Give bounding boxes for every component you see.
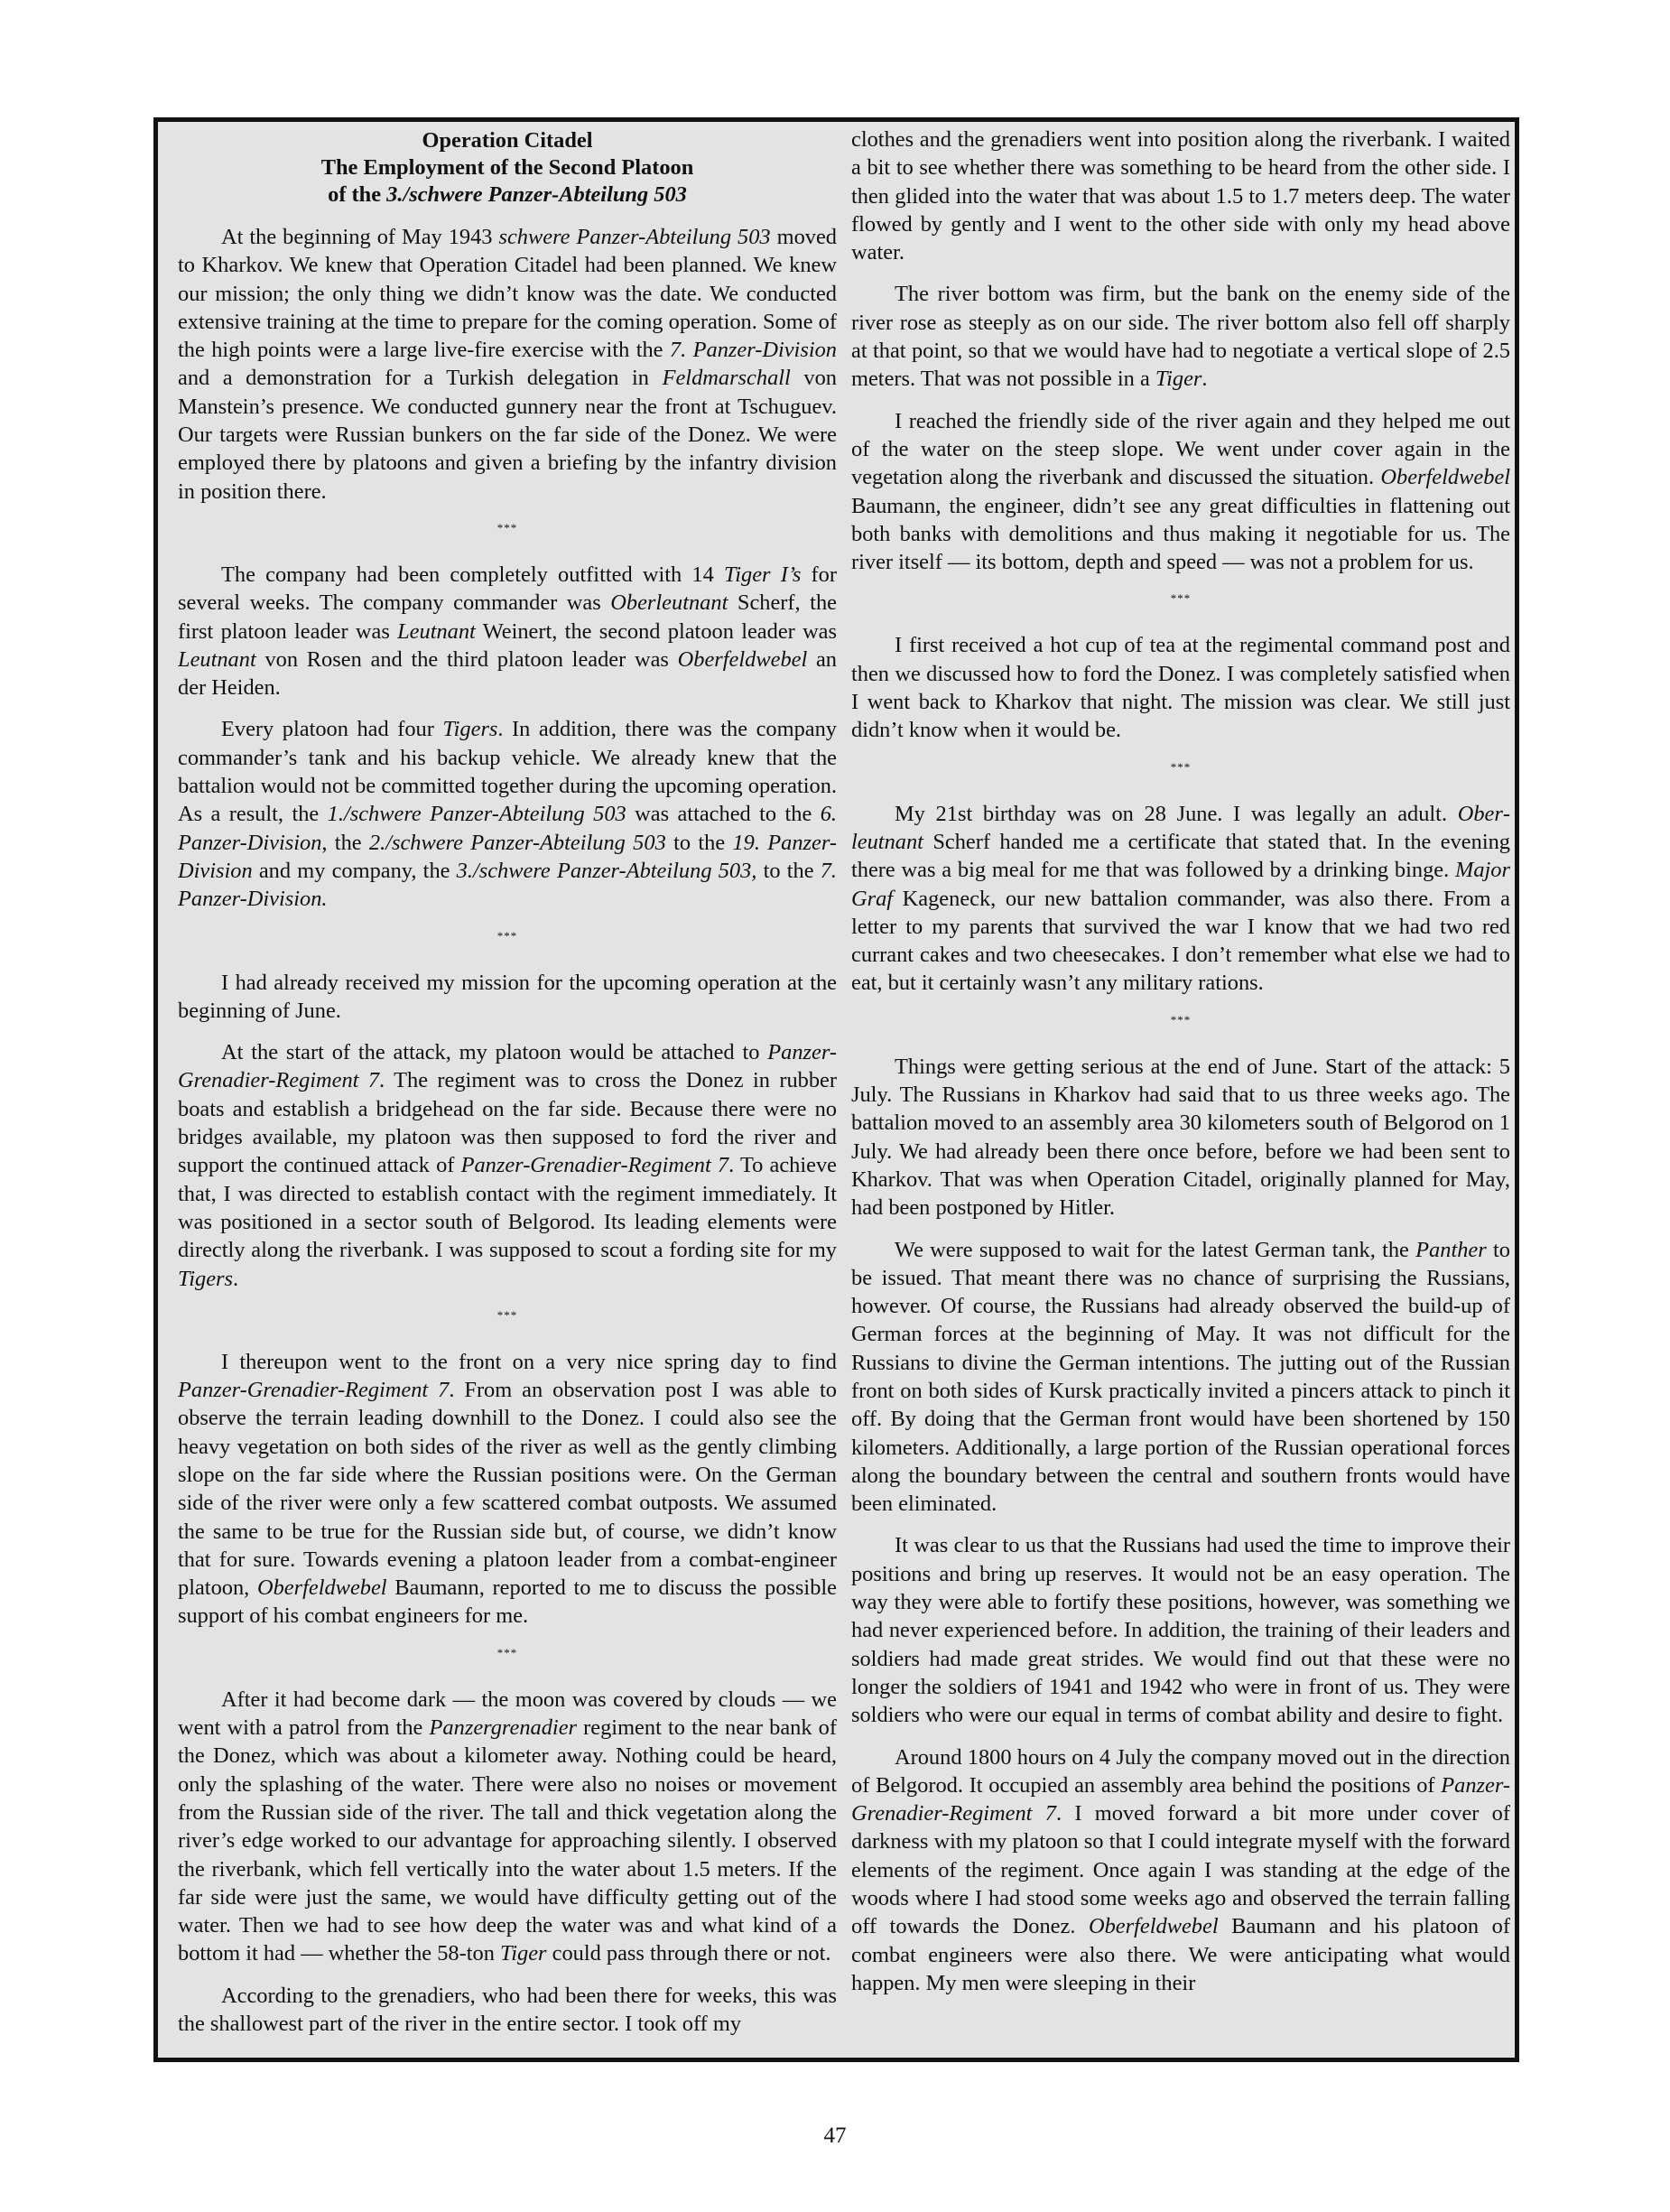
section-separator: *** <box>496 520 518 534</box>
section-separator: *** <box>1170 1012 1192 1027</box>
paragraph: At the start of the attack, my platoon would be attached to Panzer-Grenadier-Regiment 7. The regiment was to cross the Donez in rubber boats and establish a bridgehead on the far side. Because there were no bridges available, my platoon was then supposed to ford the river and support the continued attack of Panzer-Grenadier-Regiment 7. To achieve that, I was directed to establish contact with the regiment immediately. It was positioned in a sector south of Belgorod. Its leading elements were directly along the riverbank. I was supposed to scout a fording site for my Tigers. <box>178 1040 837 1291</box>
paragraph: At the beginning of May 1943 schwere Panzer-Abteilung 503 moved to Kharkov. We knew that Operation Citadel had been planned. We knew our mission; the only thing we didn’t know was the date. We conducted extensive training at the time to prepare for the coming operation. Some of the high points were a large live-fire exercise with the 7. Panzer-Division and a demonstration for a Turkish delegation in Feldmarschall von Manstein’s presence. We conducted gunnery near the front at Tschuguev. Our targets were Russian bunkers on the far side of the Donez. We were employed there by platoons and given a briefing by the infantry division in position there. <box>178 225 837 504</box>
title-line-2: The Employment of the Second Platoon <box>320 155 694 180</box>
section-separator: *** <box>496 1307 518 1322</box>
content-frame <box>153 117 1519 2062</box>
section-separator: *** <box>496 1645 518 1659</box>
paragraph: The river bottom was firm, but the bank on the enemy side of the river rose as steeply as on our side. The river bottom also fell off sharply at that point, so that we would have had to negotiate a vertical slope of 2.5 meters. That was not possible in a Tiger. <box>851 282 1510 392</box>
paragraph: Around 1800 hours on 4 July the company moved out in the direction of Belgorod. It occupied an assembly area behind the positions of Panzer-Grenadier-Regiment 7. I moved forward a bit more under cover of darkness with my platoon so that I could integrate myself with the forward elements of the regiment. Once again I was standing at the edge of the woods where I had stood some weeks ago and observed the terrain falling off towards the Donez. Oberfeldwebel Baumann and his platoon of combat engineers were also there. We were anticipating what would happen. My men were sleeping in their <box>851 1744 1510 1995</box>
title-line-1: Operation Citadel <box>422 128 593 153</box>
page-number: 47 <box>823 2124 847 2148</box>
paragraph: According to the grenadiers, who had been there for weeks, this was the shallowest part of the river in the entire sector. I took off my <box>178 1983 837 2037</box>
paragraph: I first received a hot cup of tea at the regimental command post and then we discussed how to ford the Donez. I was completely satisfied when I went back to Kharkov that night. The mission was clear. We still just didn’t know when it would be. <box>851 633 1510 743</box>
paragraph: After it had become dark — the moon was covered by clouds — we went with a patrol from the Panzergrenadier regiment to the near bank of the Donez, which was about a kilometer away. Nothing could be heard, only the splashing of the water. There were also no noises or movement from the Russian side of the river. The tall and thick vegetation along the river’s edge worked to our advantage for approaching silently. I observed the riverbank, which fell vertically into the water about 1.5 meters. If the far side were just the same, we would have difficulty getting out of the water. Then we had to see how deep the water was and what kind of a bottom it had — whether the 58-ton Tiger could pass through there or not. <box>178 1687 837 1966</box>
paragraph: It was clear to us that the Russians had used the time to improve their positions and bring up reserves. It would not be an easy operation. The way they were able to fortify these positions, however, was something we had never experienced before. In addition, the training of their leaders and soldiers had made great strides. We would find out that these were no longer the soldiers of 1941 and 1942 who were in front of us. They were soldiers who were our equal in terms of combat ability and desire to fight. <box>851 1533 1510 1728</box>
paragraph: clothes and the grenadiers went into position along the riverbank. I waited a bit to see whether there was something to be heard from the other side. I then glided into the water that was about 1.5 to 1.7 meters deep. The water flowed by gently and I went to the other side with only my head above water. <box>851 127 1510 265</box>
paragraph: I had already received my mission for the upcoming operation at the beginning of June. <box>178 970 837 1023</box>
paragraph: I thereupon went to the front on a very nice spring day to find Panzer-Grenadier-Regiment 7. From an observation post I was able to observe the terrain leading downhill to the Donez. I could also see the heavy vegetation on both sides of the river as well as the gently climbing slope on the far side where the Russian positions were. On the German side of the river were only a few scattered combat outposts. We assumed the same to be true for the Russian side but, of course, we didn’t know that for sure. Towards evening a platoon leader from a combat-engineer platoon, Oberfeldwebel Baumann, reported to me to discuss the possible support of his combat engineers for me. <box>178 1349 837 1629</box>
paragraph: Every platoon had four Tigers. In addition, there was the company commander’s tank and his backup vehicle. We already knew that the battalion would not be committed together during the upcoming operation. As a result, the 1./schwere Panzer-Abteilung 503 was attached to the 6. Panzer-Division, the 2./schwere Panzer-Abteilung 503 to the 19. Panzer-Division and my company, the 3./schwere Panzer-Abteilung 503, to the 7. Panzer-Division. <box>178 717 837 912</box>
paragraph: The company had been completely outfitted with 14 Tiger I’s for several weeks. The company commander was Oberleutnant Scherf, the first platoon leader was Leutnant Weinert, the second platoon leader was Leutnant von Rosen and the third platoon leader was Oberfeldwebel an der Heiden. <box>178 562 837 701</box>
section-separator: *** <box>1170 759 1192 774</box>
paragraph: We were supposed to wait for the latest German tank, the Panther to be issued. That meant there was no chance of surprising the Russians, however. Of course, the Russians had already observed the build-up of German forces at the beginning of May. It was not difficult for the Russians to divine the German intentions. The jutting out of the Russian front on both sides of Kursk practically invited a pincers attack to pinch it off. By doing that the German front would have been shortened by 150 kilometers. Additionally, a large portion of the Russian operational forces along the boundary between the central and southern fronts would have been eliminated. <box>851 1237 1510 1517</box>
right-column <box>851 125 1510 2058</box>
paragraph: My 21st birthday was on 28 June. I was legally an adult. Oberleutnant Scherf handed me a certificate that stated that. In the evening there was a big meal for me that was followed by a drinking binge. Major Graf Kageneck, our new battalion commander, was also there. From a letter to my parents that survived the war I know that we had two red currant cakes and two cheesecakes. I don’t remember what else we had to eat, but it certainly wasn’t any military rations. <box>851 801 1510 996</box>
left-column <box>178 125 837 2058</box>
section-separator: *** <box>1170 591 1192 606</box>
chapter-title <box>178 127 837 209</box>
title-line-3: of the 3./schwere Panzer-Abteilung 503 <box>328 182 687 207</box>
paragraph: I reached the friendly side of the river again and they helped me out of the water on the steep slope. We went under cover again in the vegetation along the riverbank and discussed the situation. Oberfeldwebel Baumann, the engineer, didn’t see any great difficulties in flattening out both banks with demolitions and thus making it negotiable for us. The river itself — its bottom, depth and speed — was not a problem for us. <box>851 408 1510 575</box>
paragraph: Things were getting serious at the end of June. Start of the attack: 5 July. The Russians in Kharkov had said that to us three weeks ago. The battalion moved to an assembly area 30 kilometers south of Belgorod on 1 July. We had already been there once before, before we had been sent to Kharkov. That was when Operation Citadel, originally planned for May, had been postponed by Hitler. <box>851 1054 1510 1221</box>
section-separator: *** <box>496 928 518 943</box>
